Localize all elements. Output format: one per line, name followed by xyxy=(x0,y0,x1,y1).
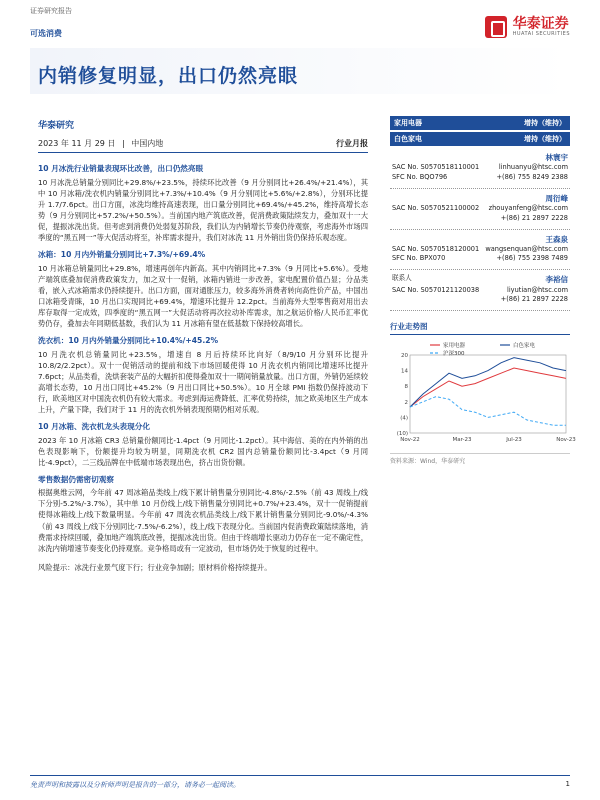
analyst-email[interactable]: liyutian@htsc.com xyxy=(507,285,568,294)
rating-sector: 家用电器 xyxy=(394,119,422,127)
analyst-block xyxy=(390,148,570,189)
main-content xyxy=(38,160,368,573)
y-tick-label: 8 xyxy=(404,384,408,391)
report-region: 中国内地 xyxy=(131,139,164,148)
sidebar xyxy=(390,116,576,466)
x-tick-label: Jul-23 xyxy=(506,437,522,444)
x-tick-label: Nov-23 xyxy=(556,437,576,444)
rating-row xyxy=(390,116,570,130)
series-line-3 xyxy=(410,397,566,426)
chart-title: 行业走势图 xyxy=(390,321,570,335)
report-type: 证券研究报告 xyxy=(30,7,72,15)
footer-disclaimer: 免责声明和披露以及分析师声明是报告的一部分，请务必一起阅读。 xyxy=(30,781,240,789)
risk-note: 风险提示：冰洗行业景气度下行；行业竞争加剧；原材料价格持续提升。 xyxy=(38,562,272,572)
legend-label: 家用电器 xyxy=(443,343,466,350)
section-body: 10 月冰洗总销量分别同比+29.8%/+23.5%，持续环比改善（9 月分别同比+26.4%/+21.4%），其中 10 月冰箱/洗衣机内销量分别同比+7.3%/+10.4%（9 月分别同比+5.6%/+2.8%），分别环比提升 1.7/7.6pct。出口方面，冰洗均维持高速表现，出口量分别同比+69.4%/+45.2%，维持高增长态势（9 月分别同比+57.2%/+50.5%）。当前国内地产筑底改善，促消费政策陆续发力，叠加双十一大促，提振冰洗出货。但考虑到消费仍处弱复苏阶段，我们认为内销增长节奏仍待观察，考虑海外市场四季度的“黑五网一”等大促活动将至，补库需求提升，我们对冰洗 11 月外销出货仍保持乐观态度。 xyxy=(38,177,368,242)
rating-row xyxy=(390,132,570,146)
analyst-name: 王森泉 xyxy=(545,234,568,244)
section-body: 10 月洗衣机总销量同比+23.5%，增速自 8 月后持续环比向好（8/9/10 月分别环比提升 10.8/2/2.2pct）。双十一促销活动的提前和线下市场回暖使得 10 月洗衣机内销同比增速环比提升 7.6pct；从品类看，洗烘套装产品的大幅折扣使得叠加双十一期间销量放量。出口方面，外销仍延续较高增长态势，10 月出口同比+45.2%（9 月出口同比+50.5%）。10 月全球 PMI 指数仍保持波动下行，欧美地区对中国洗衣机仍有较大需求。考虑到海运费降低、汇率优势持续，加之欧美地区生产成本上升，产量下降，我们对于 11 月的洗衣机外销表现预期仍相对乐观。 xyxy=(38,349,368,414)
series-line-2 xyxy=(410,358,566,407)
analyst-name: 林寰宇 xyxy=(545,153,568,162)
logo-icon xyxy=(485,16,507,38)
analyst-sac: SAC No. S0570518120001 xyxy=(392,244,480,253)
analyst-name: 李裕信 xyxy=(545,275,568,285)
section-heading: 冰箱：10 月内外销量分别同比+7.3%/+69.4% xyxy=(38,250,206,259)
page-title: 内销修复明显，出口仍然亮眼 xyxy=(38,65,299,87)
section-heading: 10 月冰洗行业销量表现环比改善，出口仍然亮眼 xyxy=(38,164,204,173)
x-tick-label: Mar-23 xyxy=(452,437,472,444)
page-number: 1 xyxy=(565,780,570,788)
x-tick-label: Nov-22 xyxy=(400,437,420,444)
section-body: 2023 年 10 月冰箱 CR3 总销量份额同比-1.4pct（9 月同比-1.2pct）。其中海信、美的在内外销的出色表现影响下，份额提升均较为明显，同期洗衣机 CR2 国内总销量份额同比-3.4pct（9 月同比-4.9pct），二三线品牌在中低端市场表现出色，挤占出货份额。 xyxy=(38,435,368,467)
analyst-sfc: SFC No. BPX070 xyxy=(392,254,446,263)
analyst-email[interactable]: wangsenquan@htsc.com xyxy=(485,244,568,253)
analyst-block xyxy=(390,270,570,311)
analyst-sac: SAC No. S0570121120038 xyxy=(392,285,480,294)
chart-box xyxy=(390,337,576,451)
series-line-1 xyxy=(410,368,566,407)
chart-source: 资料来源：Wind，华泰研究 xyxy=(390,453,570,465)
section-body: 10 月冰箱总销量同比+29.8%，增速再创年内新高。其中内销同比+7.3%（9 月同比+5.6%）。受地产端筑底叠加促消费政策发力，加之双十一促销，冰箱内销进一步改善，家电配置价值凸显；分品类看，嵌入式冰箱需求仍持续提升。出口方面，面对通胀压力，较多海外消费者转向高性价产品，中国出口冰箱受青睐，10 月出口实现同比+69.4%，增速环比提升 12.2pct。当前海外大型零售商对用出去库存取得一定成效，四季度的“黑五网一”大促活动将再次拉动补库需求，加之航运价格/人民币汇率优势仍存，叠加去年同期低基数，我们认为 11 月冰箱有望在低基数下保持较高增长。 xyxy=(38,263,368,328)
contact-label: 联系人 xyxy=(392,274,412,283)
rating-sector: 白色家电 xyxy=(394,135,422,143)
rating-value: 增持（维持） xyxy=(524,135,566,143)
analyst-name: 周衍峰 xyxy=(545,193,568,203)
section-heading: 10 月冰箱、洗衣机龙头表现分化 xyxy=(38,422,150,431)
analyst-phone: +(86) 755 8249 2388 xyxy=(496,172,568,181)
analyst-phone: +(86) 21 2897 2228 xyxy=(500,213,568,222)
analyst-phone: +(86) 21 2897 2228 xyxy=(500,295,568,304)
footer xyxy=(30,775,570,790)
y-tick-label: 14 xyxy=(401,368,408,375)
research-label: 华泰研究 xyxy=(38,121,75,131)
report-date: 2023 年 11 月 29 日 xyxy=(38,139,116,148)
analyst-block xyxy=(390,189,570,230)
legend-label: 白色家电 xyxy=(513,343,536,350)
rating-value: 增持（维持） xyxy=(524,119,566,127)
y-tick-label: 2 xyxy=(404,400,408,407)
analyst-sac: SAC No. S0570518110001 xyxy=(392,163,480,171)
y-tick-label: 20 xyxy=(401,353,408,360)
analyst-sac: SAC No. S0570521100002 xyxy=(392,203,480,212)
logo-en: HUATAI SECURITIES xyxy=(512,30,570,37)
section-body: 根据奥维云网，今年前 47 周冰箱品类线上/线下累计销售量分别同比-4.8%/-2.5%（前 43 周线上/线下分别-5.2%/-3.7%），其中单 10 月份线上/线下销售量分别同比+0.7%/+23.4%，双十一促销提前使得冰箱线上/线下数量明显。今年前 47 周洗衣机品类线上/线下累计销售量分别同比-9.0%/-4.3%（前 43 周线上/线下分别同比-7.5%/-6.2%），线上/线下表现分化。当前国内促消费政策陆续落地，消费需求持续回暖，叠加地产端筑底改善，提振冰洗出货。但由于终端增长驱动力仍存在一定不确定性，冰洗内销增速节奏变化仍持观察。竞争格局或有一定波动，但市场仍处于恢复的过程中。 xyxy=(38,488,368,553)
analyst-sfc: SFC No. BQO796 xyxy=(392,172,448,181)
report-kind: 行业月报 xyxy=(336,139,368,148)
legend-label: 沪深300 xyxy=(443,351,465,358)
section-heading: 洗衣机：10 月内外销量分别同比+10.4%/+45.2% xyxy=(38,336,219,345)
trend-chart xyxy=(390,337,576,449)
analyst-phone: +(86) 755 2398 7489 xyxy=(496,254,568,263)
y-tick-label: (10) xyxy=(396,431,408,438)
y-tick-label: (4) xyxy=(400,415,408,422)
analyst-block xyxy=(390,230,570,271)
logo-cn: 华泰证券 xyxy=(512,15,569,32)
section-heading: 零售数据仍需密切观察 xyxy=(38,474,114,484)
logo xyxy=(485,16,570,38)
analyst-email[interactable]: linhuanyu@htsc.com xyxy=(498,163,568,171)
analyst-email[interactable]: zhouyanfeng@htsc.com xyxy=(488,203,568,212)
chart-frame xyxy=(410,355,566,433)
category-label: 可选消费 xyxy=(30,29,62,38)
meta-line: 2023 年 11 月 29 日 | 中国内地 行业月报 xyxy=(38,138,368,153)
